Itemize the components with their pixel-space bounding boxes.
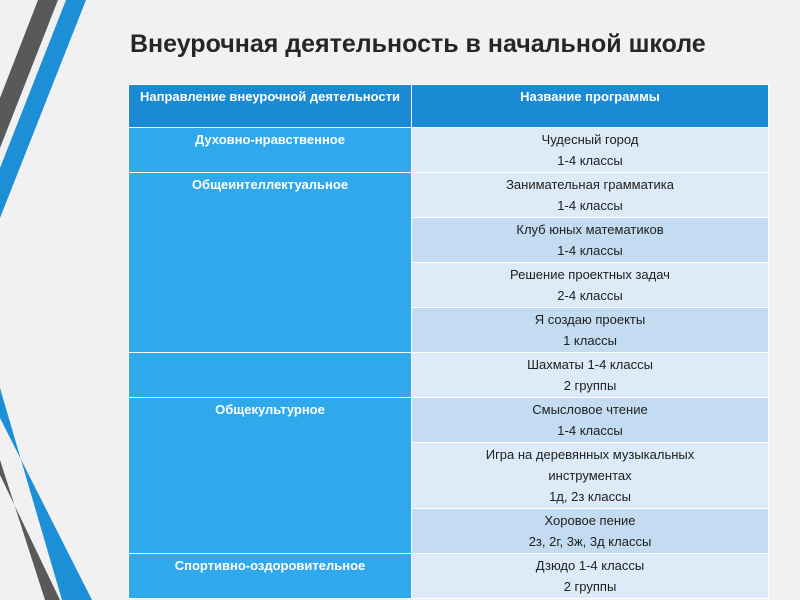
program-name: Занимательная грамматика [506, 177, 674, 192]
page-title: Внеурочная деятельность в начальной школе [130, 30, 706, 58]
programs-table [128, 84, 769, 599]
program-cell [412, 353, 769, 398]
stripe-gray-bottom [0, 460, 60, 600]
direction-cell: Спортивно-оздоровительное [129, 554, 412, 599]
stripe-blue-top [0, 0, 86, 218]
stripe-blue-bottom [0, 388, 92, 600]
table-row [129, 554, 769, 599]
program-name: Игра на деревянных музыкальных [485, 447, 695, 462]
program-detail: 1-4 классы [557, 243, 623, 258]
program-detail: 1-4 классы [557, 198, 623, 213]
table-row [129, 398, 769, 443]
direction-cell: Общекультурное [129, 398, 412, 554]
program-name: Хоровое пение [544, 513, 636, 528]
program-cell [412, 554, 769, 599]
program-cell [412, 443, 769, 509]
program-cell [412, 218, 769, 263]
header-program: Название программы [412, 85, 769, 128]
program-detail: 2 группы [563, 378, 617, 393]
program-cell [412, 509, 769, 554]
program-cell [412, 308, 769, 353]
table-row [129, 353, 769, 398]
program-detail: 1-4 классы [557, 153, 623, 168]
program-name: Дзюдо 1-4 классы [535, 558, 645, 573]
table-row [129, 173, 769, 218]
program-detail: 2-4 классы [557, 288, 623, 303]
program-detail: 2 группы [563, 579, 617, 594]
program-name: Решение проектных задач [510, 267, 670, 282]
stripe-gray-top [0, 0, 58, 148]
program-cell [412, 398, 769, 443]
program-cell [412, 128, 769, 173]
program-detail: 1-4 классы [557, 423, 623, 438]
program-name: Чудесный город [541, 132, 639, 147]
program-detail: 1 классы [563, 333, 617, 348]
direction-cell: Общеинтеллектуальное [129, 173, 412, 353]
direction-cell [129, 353, 412, 398]
program-name: Смысловое чтение [532, 402, 648, 417]
table-row [129, 128, 769, 173]
program-name: Шахматы 1-4 классы [527, 357, 653, 372]
program-name: Клуб юных математиков [516, 222, 664, 237]
direction-cell: Духовно-нравственное [129, 128, 412, 173]
program-detail: 2з, 2г, 3ж, 3д классы [528, 534, 652, 549]
program-cell [412, 263, 769, 308]
program-detail: 1д, 2з классы [549, 489, 631, 504]
program-name-cont: инструментах [548, 468, 632, 483]
table-header-row [129, 85, 769, 128]
program-name: Я создаю проекты [534, 312, 646, 327]
program-cell [412, 173, 769, 218]
header-direction: Направление внеурочной деятельности [129, 85, 412, 128]
